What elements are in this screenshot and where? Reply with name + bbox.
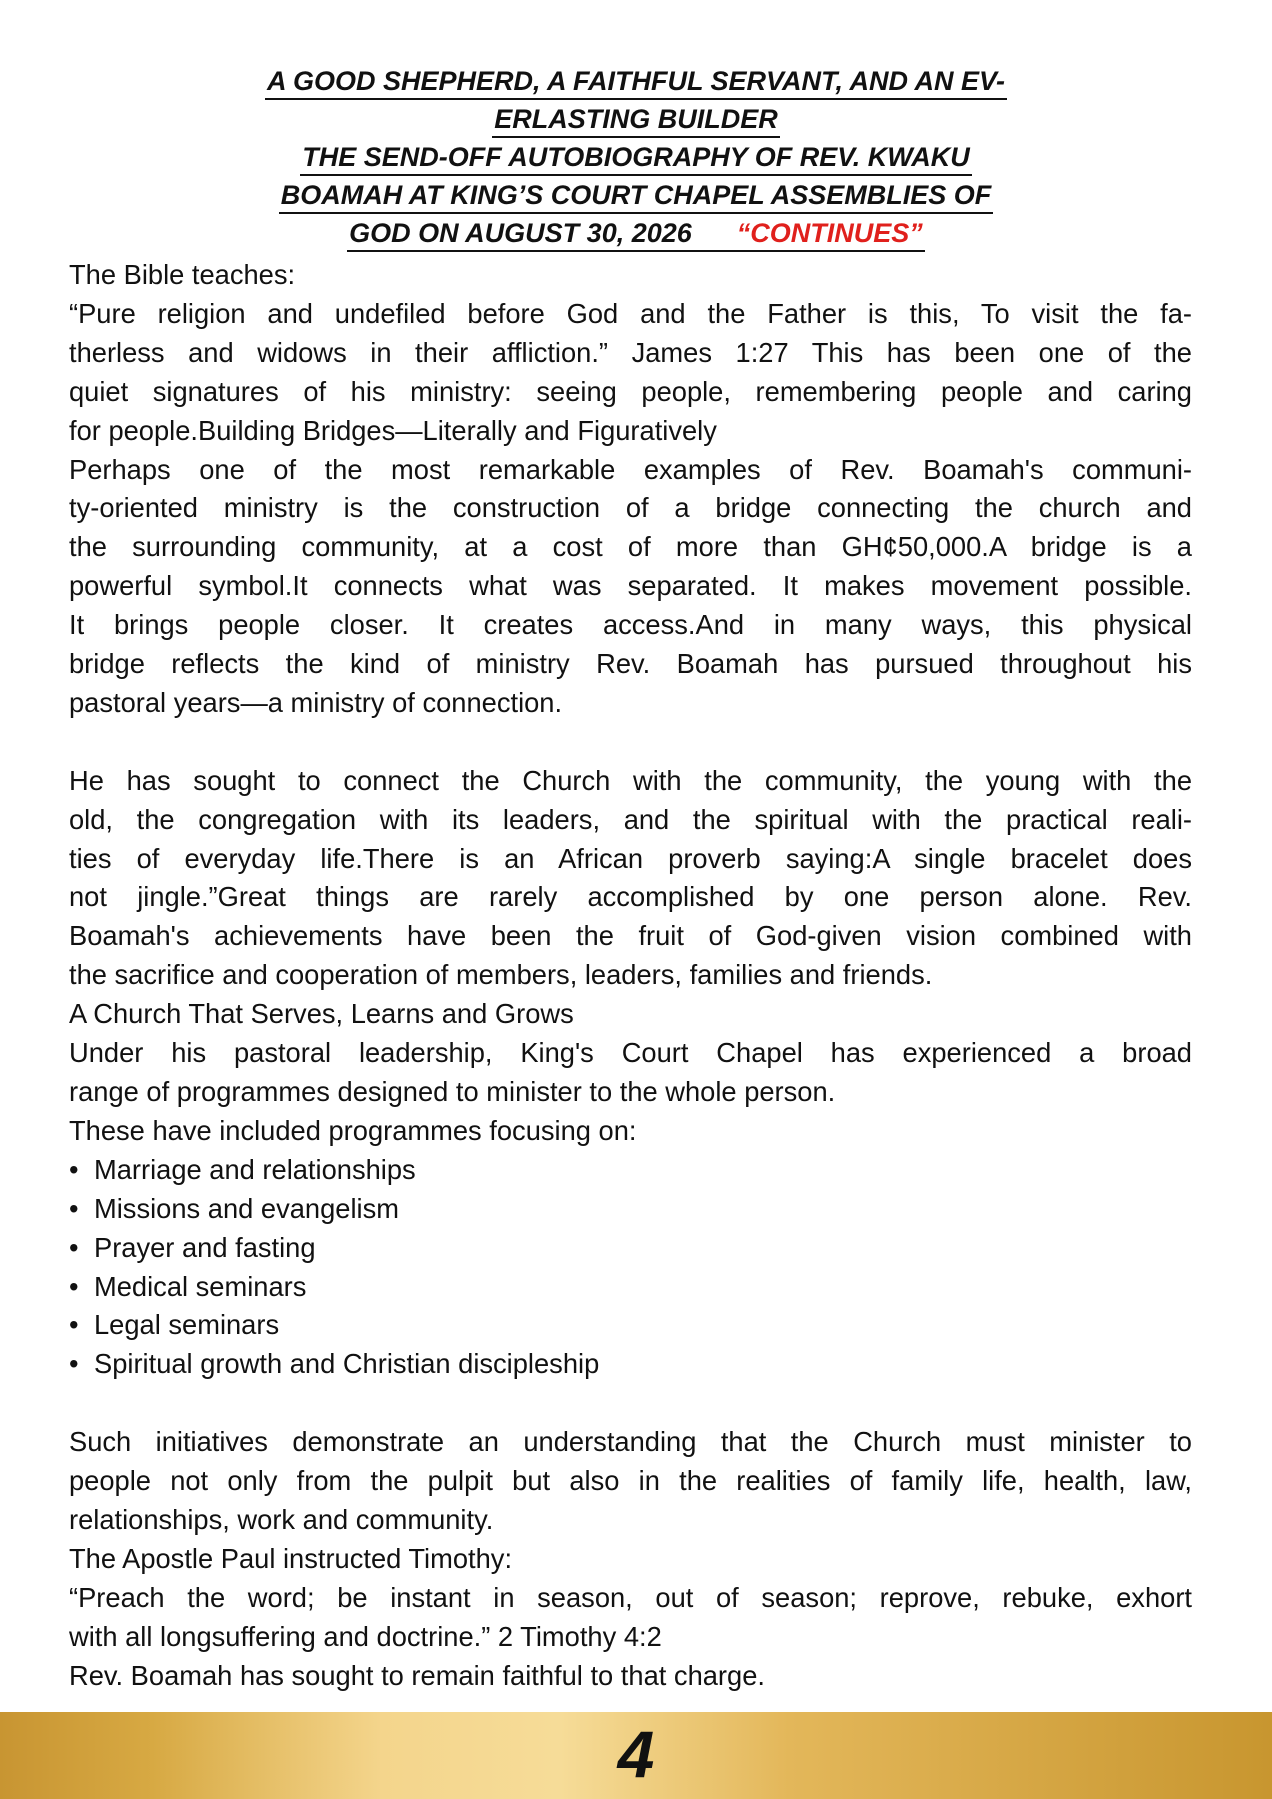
title-date-text: GOD ON AUGUST 30, 2026 bbox=[349, 218, 692, 248]
text-line: Such initiatives demonstrate an understanding that the Church must minister to bbox=[69, 1426, 1192, 1458]
text-line: ty-oriented ministry is the construction of a bridge connecting the church and bbox=[69, 492, 1192, 524]
text-line: The Apostle Paul instructed Timothy: bbox=[69, 1542, 513, 1574]
text-line: old, the congregation with its leaders, and the spiritual with the practical reali- bbox=[69, 803, 1192, 835]
list-item: • Legal seminars bbox=[69, 1306, 1192, 1345]
title-line-5 bbox=[347, 217, 925, 252]
text-line: Under his pastoral leadership, King's Court Chapel has experienced a broad bbox=[69, 1037, 1192, 1069]
title-line-2: ERLASTING BUILDER bbox=[492, 103, 780, 138]
text-line: bridge reflects the kind of ministry Rev. Boamah has pursued throughout his bbox=[69, 648, 1192, 680]
section-heading: A Church That Serves, Learns and Grows bbox=[69, 998, 574, 1030]
text-line: people not only from the pulpit but also in the realities of family life, health, law, bbox=[69, 1465, 1192, 1497]
text-line: range of programmes designed to minister to the whole person. bbox=[69, 1076, 836, 1108]
text-line: therless and widows in their affliction.” James 1:27 This has been one of the bbox=[69, 336, 1192, 368]
text-line: for people.Building Bridges—Literally and Figuratively bbox=[69, 414, 717, 446]
document-title bbox=[40, 62, 1232, 252]
title-line-1: A GOOD SHEPHERD, A FAITHFUL SERVANT, AND AN EV- bbox=[265, 65, 1007, 100]
text-line: relationships, work and community. bbox=[69, 1503, 494, 1535]
text-line: quiet signatures of his ministry: seeing people, remembering people and caring bbox=[69, 375, 1192, 407]
continues-label: “CONTINUES” bbox=[736, 218, 923, 248]
programme-list bbox=[69, 1151, 1192, 1384]
text-line: He has sought to connect the Church with the community, the young with the bbox=[69, 764, 1192, 796]
text-line: “Preach the word; be instant in season, out of season; reprove, rebuke, exhort bbox=[69, 1581, 1192, 1613]
list-item: • Spiritual growth and Christian discipleship bbox=[69, 1345, 1192, 1384]
list-intro: These have included programmes focusing on: bbox=[69, 1114, 637, 1146]
text-line: “Pure religion and undefiled before God and the Father is this, To visit the fa- bbox=[69, 297, 1192, 329]
text-line: pastoral years—a ministry of connection. bbox=[69, 686, 563, 718]
list-item: • Prayer and fasting bbox=[69, 1229, 1192, 1268]
text-line: Rev. Boamah has sought to remain faithful to that charge. bbox=[69, 1659, 765, 1691]
text-line: It brings people closer. It creates access.And in many ways, this physical bbox=[69, 609, 1192, 641]
title-line-4: BOAMAH AT KING’S COURT CHAPEL ASSEMBLIES OF bbox=[279, 179, 994, 214]
text-line: Boamah's achievements have been the fruit of God-given vision combined with bbox=[69, 920, 1192, 952]
title-line-3: THE SEND-OFF AUTOBIOGRAPHY OF REV. KWAKU bbox=[300, 141, 972, 176]
text-line: powerful symbol.It connects what was separated. It makes movement possible. bbox=[69, 570, 1192, 602]
paragraph-gap bbox=[69, 1384, 1192, 1423]
page-number: 4 bbox=[617, 1717, 655, 1791]
paragraph-gap bbox=[69, 723, 1192, 762]
list-item: • Marriage and relationships bbox=[69, 1151, 1192, 1190]
paragraph-intro: The Bible teaches: bbox=[69, 259, 296, 290]
document-body bbox=[69, 256, 1192, 1696]
text-line: the surrounding community, at a cost of more than GH¢50,000.A bridge is a bbox=[69, 531, 1192, 563]
text-line: Perhaps one of the most remarkable examples of Rev. Boamah's communi- bbox=[69, 453, 1192, 485]
list-item: • Missions and evangelism bbox=[69, 1190, 1192, 1229]
text-line: not jingle.”Great things are rarely accomplished by one person alone. Rev. bbox=[69, 881, 1192, 913]
list-item: • Medical seminars bbox=[69, 1268, 1192, 1307]
text-line: the sacrifice and cooperation of members, leaders, families and friends. bbox=[69, 959, 933, 991]
text-line: with all longsuffering and doctrine.” 2 Timothy 4:2 bbox=[69, 1620, 662, 1652]
footer-band bbox=[0, 1712, 1272, 1799]
text-line: ties of everyday life.There is an African proverb saying:A single bracelet does bbox=[69, 842, 1192, 874]
